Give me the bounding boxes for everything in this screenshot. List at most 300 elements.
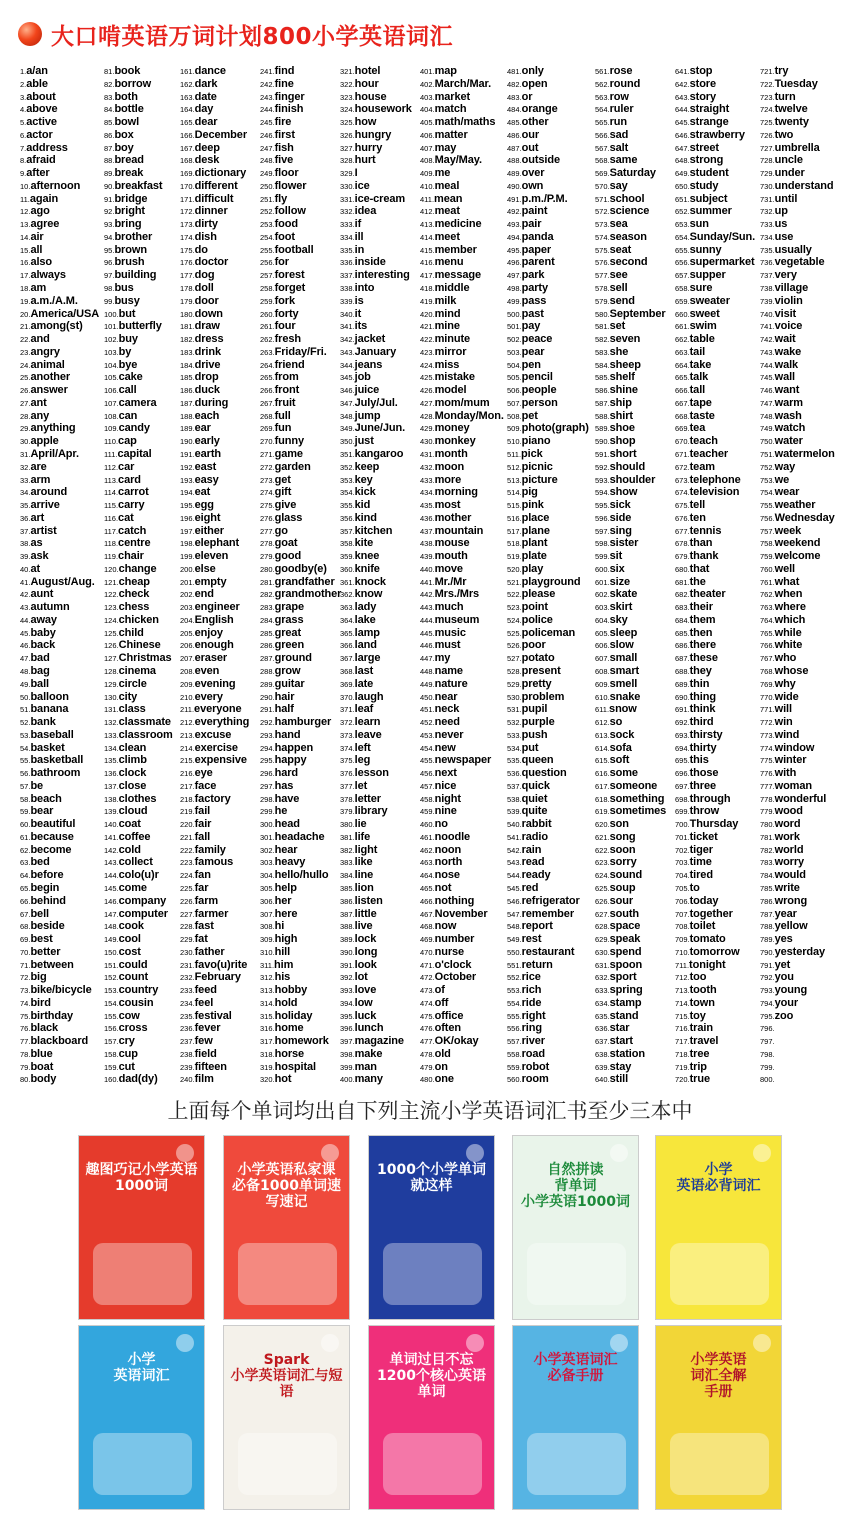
word-text: knife — [354, 562, 380, 575]
word-item — [104, 855, 180, 868]
word-number: 467. — [420, 909, 435, 919]
word-text: dictionary — [194, 167, 247, 180]
word-text: bread — [114, 154, 144, 167]
word-text: lamp — [354, 626, 380, 639]
word-number: 717. — [675, 1037, 690, 1047]
cover-illustration — [93, 1243, 192, 1305]
word-item — [260, 907, 340, 920]
word-number: 472. — [420, 973, 435, 983]
word-text: night — [434, 792, 461, 805]
word-number: 214. — [180, 743, 195, 753]
word-item — [595, 370, 675, 383]
word-item — [760, 587, 852, 600]
word-item — [180, 677, 260, 690]
word-item — [260, 741, 340, 754]
word-item — [595, 868, 675, 881]
word-text: fifteen — [194, 1060, 227, 1073]
word-number: 260. — [260, 309, 275, 319]
word-text: match — [434, 103, 467, 116]
word-number: 724. — [760, 105, 775, 115]
word-text: paint — [521, 205, 548, 218]
word-text: leaf — [354, 703, 374, 716]
word-number: 110. — [104, 437, 119, 447]
word-item — [340, 1034, 420, 1047]
word-item — [675, 511, 760, 524]
word-item — [20, 77, 104, 90]
word-text: o'clock — [434, 958, 472, 971]
word-item — [760, 804, 852, 817]
word-number: 450. — [420, 692, 435, 702]
word-text: open — [521, 77, 548, 90]
word-item — [420, 766, 507, 779]
word-item — [180, 243, 260, 256]
word-number: 742. — [760, 335, 775, 345]
word-item — [675, 536, 760, 549]
book-cover — [78, 1325, 205, 1510]
word-text: she — [609, 345, 629, 358]
word-number: 470. — [420, 947, 435, 957]
word-item — [20, 307, 104, 320]
word-item — [180, 855, 260, 868]
word-number: 711. — [675, 960, 690, 970]
word-item — [180, 792, 260, 805]
word-item — [260, 830, 340, 843]
word-number: 43. — [20, 603, 31, 613]
word-number: 157. — [104, 1037, 119, 1047]
word-text: lunch — [354, 1022, 384, 1035]
word-text: train — [689, 1022, 713, 1035]
word-text: drop — [194, 371, 219, 384]
word-item — [675, 600, 760, 613]
word-item — [760, 204, 852, 217]
word-item — [260, 753, 340, 766]
word-text: ten — [689, 511, 706, 524]
word-text: beach — [30, 792, 62, 805]
word-text: August/Aug. — [30, 575, 95, 588]
word-item — [595, 409, 675, 422]
word-number: 788. — [760, 922, 775, 932]
word-text: table — [689, 333, 715, 346]
word-text: here — [274, 907, 298, 920]
word-item — [420, 485, 507, 498]
word-number: 269. — [260, 424, 275, 434]
word-number: 76. — [20, 1024, 31, 1034]
word-item — [20, 575, 104, 588]
word-text: sheep — [609, 358, 641, 371]
word-number: 782. — [760, 845, 775, 855]
word-number: 699. — [675, 807, 690, 817]
word-number: 596. — [595, 513, 610, 523]
word-text: bright — [114, 205, 145, 218]
word-item — [507, 958, 595, 971]
word-item — [180, 179, 260, 192]
word-text: letter — [354, 792, 381, 805]
word-number: 265. — [260, 373, 275, 383]
word-item — [260, 843, 340, 856]
word-item — [760, 945, 852, 958]
word-item — [340, 664, 420, 677]
word-item — [180, 192, 260, 205]
word-number: 682. — [675, 590, 690, 600]
word-text: elephant — [194, 537, 240, 550]
word-item — [180, 1060, 260, 1073]
word-number: 285. — [260, 628, 275, 638]
word-text: same — [609, 154, 638, 167]
word-item — [420, 307, 507, 320]
word-text: lake — [354, 613, 376, 626]
word-number: 50. — [20, 692, 31, 702]
word-number: 607. — [595, 654, 610, 664]
word-text: nature — [434, 677, 468, 690]
word-text: hello/hullo — [274, 869, 329, 882]
word-number: 69. — [20, 935, 31, 945]
word-number: 324. — [340, 105, 355, 115]
word-number: 80. — [20, 1075, 31, 1085]
word-item — [340, 702, 420, 715]
word-text: ring — [521, 1022, 542, 1035]
word-number: 183. — [180, 347, 195, 357]
word-number: 102. — [104, 335, 119, 345]
word-number: 725. — [760, 118, 775, 128]
word-item — [595, 830, 675, 843]
word-item — [260, 307, 340, 320]
word-text: stay — [609, 1060, 632, 1073]
word-text: only — [521, 65, 544, 77]
word-text: family — [194, 843, 226, 856]
word-item — [260, 779, 340, 792]
word-number: 289. — [260, 679, 275, 689]
word-text: panda — [521, 230, 554, 243]
word-item — [260, 1047, 340, 1060]
word-item — [104, 753, 180, 766]
word-number: 690. — [675, 692, 690, 702]
word-number: 359. — [340, 552, 355, 562]
word-text: shelf — [609, 371, 635, 384]
word-number: 621. — [595, 832, 610, 842]
book-cover — [223, 1325, 350, 1510]
word-number: 570. — [595, 181, 610, 191]
word-item — [595, 587, 675, 600]
word-text: math/maths — [434, 116, 496, 129]
word-text: show — [609, 486, 638, 499]
word-number: 452. — [420, 718, 435, 728]
word-item — [675, 907, 760, 920]
word-number: 623. — [595, 858, 610, 868]
word-text: message — [434, 269, 481, 282]
word-item — [595, 255, 675, 268]
word-number: 430. — [420, 437, 435, 447]
word-text: next — [434, 767, 457, 780]
word-number: 626. — [595, 896, 610, 906]
word-text: ground — [274, 652, 312, 665]
word-item — [180, 64, 260, 77]
word-item — [595, 945, 675, 958]
word-item — [20, 434, 104, 447]
book-title: 小学英语 词汇全解 手册 — [690, 1352, 747, 1401]
word-number: 334. — [340, 232, 355, 242]
word-text: water — [774, 435, 803, 448]
word-text: strawberry — [689, 128, 745, 141]
word-text: speak — [609, 933, 641, 946]
word-text: tomorrow — [689, 945, 740, 958]
word-number: 166. — [180, 130, 195, 140]
word-text: plate — [521, 550, 547, 563]
word-item — [675, 153, 760, 166]
word-number: 603. — [595, 603, 610, 613]
word-number: 108. — [104, 411, 119, 421]
word-item — [675, 728, 760, 741]
word-number: 56. — [20, 769, 31, 779]
word-item — [104, 319, 180, 332]
cover-ornament — [321, 1334, 339, 1352]
word-item — [675, 230, 760, 243]
word-number: 629. — [595, 935, 610, 945]
word-number: 196. — [180, 513, 195, 523]
word-item — [340, 128, 420, 141]
word-text: grow — [274, 664, 301, 677]
word-item — [180, 166, 260, 179]
word-item — [420, 817, 507, 830]
word-text: Saturday — [609, 167, 656, 180]
word-item — [595, 919, 675, 932]
word-item — [507, 702, 595, 715]
word-item — [260, 613, 340, 626]
word-item — [260, 166, 340, 179]
word-number: 433. — [420, 475, 435, 485]
word-text: they — [689, 664, 712, 677]
word-text: person — [521, 396, 558, 409]
word-number: 729. — [760, 169, 775, 179]
word-number: 611. — [595, 705, 610, 715]
word-item — [180, 383, 260, 396]
word-item — [20, 421, 104, 434]
word-item — [675, 204, 760, 217]
word-number: 770. — [760, 692, 775, 702]
word-text: banana — [30, 703, 69, 716]
word-text: white — [774, 639, 803, 652]
word-text: often — [434, 1022, 461, 1035]
cover-ornament — [610, 1144, 628, 1162]
word-number: 115. — [104, 501, 119, 511]
word-number: 420. — [420, 309, 435, 319]
word-text: voice — [774, 320, 803, 333]
word-text: mountain — [434, 524, 484, 537]
word-item — [760, 294, 852, 307]
word-item — [260, 141, 340, 154]
word-number: 179. — [180, 296, 195, 306]
word-number: 73. — [20, 986, 31, 996]
word-text: arm — [30, 473, 51, 486]
word-text: all — [30, 243, 43, 256]
word-number: 795. — [760, 1011, 775, 1021]
word-number: 773. — [760, 730, 775, 740]
word-number: 552. — [507, 973, 522, 983]
word-item — [675, 1034, 760, 1047]
word-text: meat — [434, 205, 460, 218]
word-number: 644. — [675, 105, 690, 115]
word-item — [507, 932, 595, 945]
word-item — [675, 281, 760, 294]
word-item — [420, 958, 507, 971]
word-text: much — [434, 601, 464, 614]
word-text: swim — [689, 320, 717, 333]
word-item — [180, 447, 260, 460]
word-item — [675, 843, 760, 856]
word-text: at — [30, 562, 41, 575]
word-number: 451. — [420, 705, 435, 715]
word-item — [104, 460, 180, 473]
word-number: 431. — [420, 449, 435, 459]
word-number: 524. — [507, 615, 522, 625]
word-item — [760, 102, 852, 115]
word-item — [340, 613, 420, 626]
word-item — [340, 434, 420, 447]
word-item — [104, 396, 180, 409]
word-number: 627. — [595, 909, 610, 919]
word-item — [104, 907, 180, 920]
word-number: 199. — [180, 552, 195, 562]
word-item — [595, 511, 675, 524]
word-item — [260, 894, 340, 907]
word-number: 427. — [420, 398, 435, 408]
word-text: playground — [521, 575, 581, 588]
word-item — [104, 447, 180, 460]
word-text: river — [521, 1035, 545, 1048]
word-item — [760, 1034, 852, 1047]
word-item — [507, 332, 595, 345]
word-item — [595, 600, 675, 613]
word-item — [675, 421, 760, 434]
word-item — [675, 485, 760, 498]
word-text: English — [194, 613, 234, 626]
word-number: 256. — [260, 258, 275, 268]
word-text: fall — [194, 830, 211, 843]
word-item — [104, 843, 180, 856]
word-item — [340, 345, 420, 358]
word-item — [760, 664, 852, 677]
word-item — [507, 970, 595, 983]
word-text: September — [609, 307, 666, 320]
word-number: 190. — [180, 437, 195, 447]
word-item — [260, 766, 340, 779]
word-item — [180, 549, 260, 562]
word-item — [595, 766, 675, 779]
word-text: boat — [30, 1060, 54, 1073]
word-item — [507, 638, 595, 651]
word-item — [595, 1072, 675, 1085]
word-text: box — [114, 128, 134, 141]
word-text: travel — [689, 1035, 719, 1048]
word-number: 98. — [104, 284, 115, 294]
word-item — [180, 868, 260, 881]
word-text: homework — [274, 1035, 329, 1048]
word-text: man — [354, 1060, 377, 1073]
word-text: fly — [274, 192, 288, 205]
word-column — [507, 64, 595, 1086]
word-number: 571. — [595, 194, 610, 204]
word-number: 86. — [104, 130, 115, 140]
word-number: 150. — [104, 947, 119, 957]
word-number: 518. — [507, 539, 522, 549]
word-number: 201. — [180, 577, 195, 587]
word-number: 171. — [180, 194, 195, 204]
word-number: 480. — [420, 1075, 435, 1085]
word-text: idea — [354, 205, 377, 218]
word-text: library — [354, 805, 388, 818]
word-number: 385. — [340, 884, 355, 893]
word-number: 437. — [420, 526, 435, 536]
word-number: 580. — [595, 309, 610, 319]
word-item — [180, 102, 260, 115]
word-text: circle — [118, 677, 147, 690]
word-text: eleven — [194, 550, 229, 563]
word-item — [595, 243, 675, 256]
word-text: school — [609, 192, 645, 205]
word-number: 318. — [260, 1049, 275, 1059]
word-number: 306. — [260, 896, 275, 906]
word-number: 48. — [20, 666, 31, 676]
word-item — [20, 1009, 104, 1022]
word-number: 185. — [180, 373, 195, 383]
word-text: room — [521, 1073, 549, 1086]
word-item — [180, 600, 260, 613]
word-text: clock — [118, 767, 147, 780]
word-item — [420, 460, 507, 473]
word-item — [260, 1009, 340, 1022]
word-number: 29. — [20, 424, 31, 434]
word-number: 568. — [595, 156, 610, 166]
word-text: rest — [521, 933, 542, 946]
word-text: this — [689, 754, 709, 767]
word-text: fine — [274, 77, 294, 90]
word-item — [20, 115, 104, 128]
word-text: welcome — [774, 550, 821, 563]
word-text: paper — [521, 243, 552, 256]
word-number: 553. — [507, 986, 522, 996]
word-text: when — [774, 588, 803, 601]
word-column — [260, 64, 340, 1086]
word-number: 728. — [760, 156, 775, 166]
word-text: refrigerator — [521, 894, 580, 907]
word-number: 687. — [675, 654, 690, 664]
word-text: parent — [521, 256, 555, 269]
word-text: not — [434, 882, 452, 894]
word-item — [595, 1060, 675, 1073]
word-number: 391. — [340, 960, 355, 970]
word-number: 469. — [420, 935, 435, 945]
word-text: eat — [194, 486, 211, 499]
word-text: luck — [354, 1009, 377, 1022]
word-number: 251. — [260, 194, 275, 204]
word-number: 257. — [260, 271, 275, 281]
word-text: deep — [194, 141, 220, 154]
word-text: have — [274, 792, 300, 805]
word-number: 396. — [340, 1024, 355, 1034]
word-number: 646. — [675, 130, 690, 140]
word-text: toilet — [689, 920, 716, 933]
word-number: 177. — [180, 271, 195, 281]
word-text: p.m./P.M. — [521, 192, 568, 205]
word-text: yes — [774, 933, 793, 946]
word-text: tall — [689, 384, 706, 397]
word-text: until — [774, 192, 798, 205]
word-number: 75. — [20, 1011, 31, 1021]
word-text: nice — [434, 779, 457, 792]
word-item — [104, 945, 180, 958]
word-item — [20, 881, 104, 894]
word-item — [340, 383, 420, 396]
word-number: 457. — [420, 781, 435, 791]
